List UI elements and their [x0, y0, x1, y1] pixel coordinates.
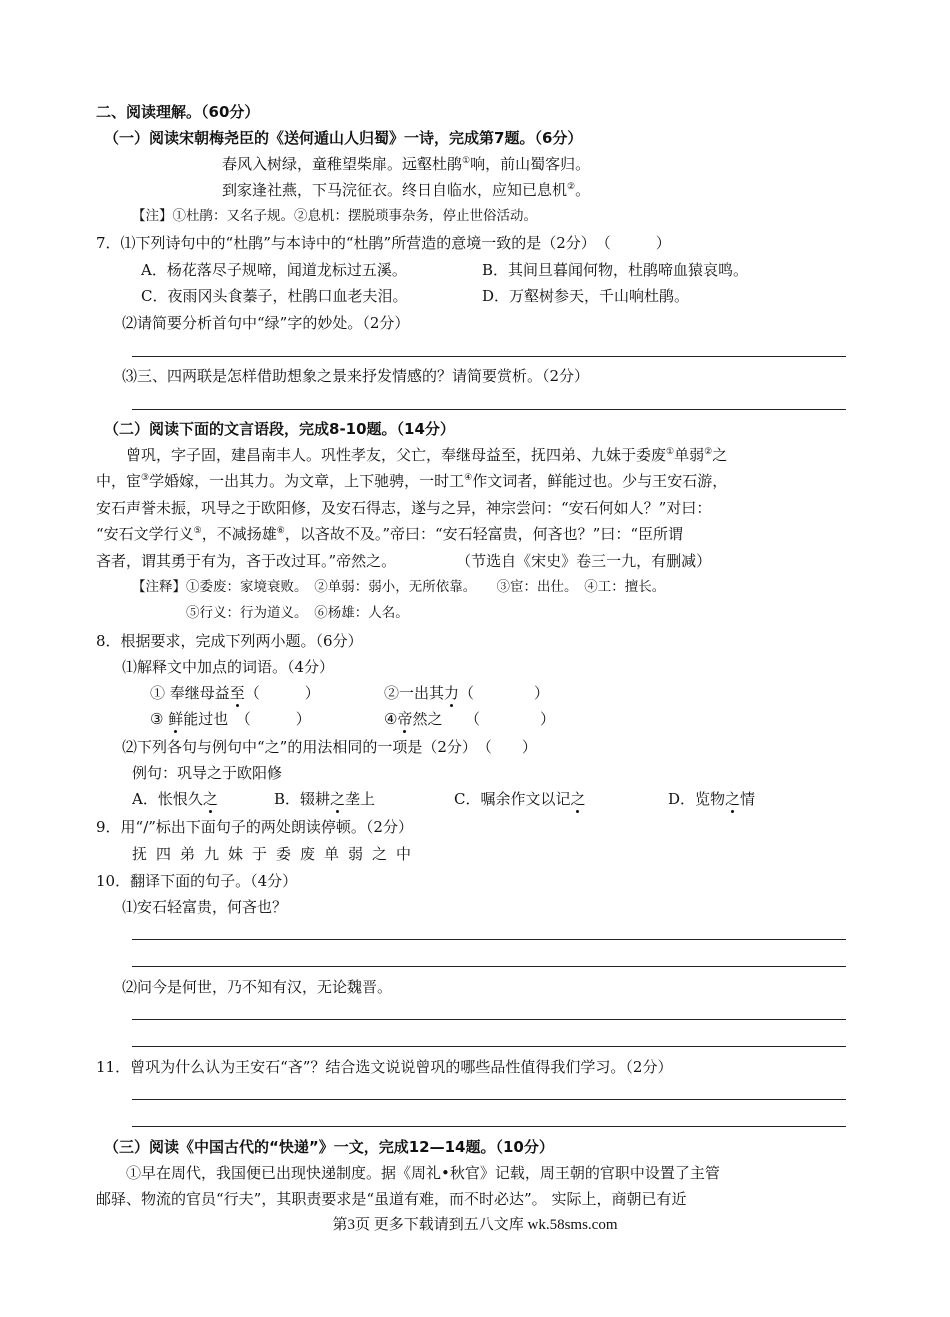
q8-option-b: B．辍耕之垄上 — [274, 790, 376, 808]
answer-line[interactable] — [132, 356, 846, 357]
q7-option-c: C．夜雨冈头食蓁子，杜鹃口血老夫泪。 — [141, 287, 408, 305]
answer-line[interactable] — [132, 1046, 846, 1047]
passage-note: ⑤行义：行为道义。 ⑥杨雄：人名。 — [186, 605, 409, 621]
part3-title: （三）阅读《中国古代的“快递”》一文，完成12—14题。（10分） — [104, 1138, 554, 1156]
q8-example: 例句：巩导之于欧阳修 — [132, 764, 283, 782]
page-footer: 第3页 更多下载请到五八文库 wk.58sms.com — [332, 1217, 618, 1233]
passage-line: ①早在周代，我国便已出现快递制度。据《周礼•秋官》记载，周王朝的官职中设置了主管 — [96, 1164, 720, 1182]
answer-line[interactable] — [132, 939, 846, 940]
answer-line[interactable] — [132, 1126, 846, 1127]
poem-line-2: 到家逢社燕，下马浣征衣。终日自临水，应知已息机②。 — [222, 181, 591, 199]
section-title: 二、阅读理解。（60分） — [96, 103, 260, 121]
part2-title: （二）阅读下面的文言语段，完成8-10题。（14分） — [104, 420, 455, 438]
q7-option-d: D．万壑树参天，千山响杜鹃。 — [482, 287, 690, 305]
q8-option-a: A．怅恨久之 — [132, 790, 218, 808]
q8-option-d: D．览物之情 — [668, 790, 756, 808]
q7-sub2: ⑵请简要分析首句中“绿”字的妙处。（2分） — [122, 314, 410, 332]
passage-line: 中，宦③学婚嫁，一出其力。为文章，上下驰骋，一时工④作文词者，鲜能过也。少与王安石游， — [96, 472, 728, 490]
q10-sub1: ⑴安石轻富贵，何吝也？ — [122, 898, 288, 916]
q9-stem: 9．用“/”标出下面句子的两处朗读停顿。（2分） — [96, 818, 413, 836]
q10-stem: 10．翻译下面的句子。（4分） — [96, 872, 298, 890]
q8-item-3: ③ 鲜能过也 （ ） — [150, 710, 311, 728]
answer-line[interactable] — [132, 409, 846, 410]
q8-sub1: ⑴解释文中加点的词语。（4分） — [122, 658, 335, 676]
q8-item-2: ②一出其力（ ） — [384, 684, 550, 702]
passage-line: 安石声誉未振，巩导之于欧阳修，及安石得志，遂与之异，神宗尝问：“安石何如人？”对曰： — [96, 499, 712, 517]
q7-sub3: ⑶三、四两联是怎样借助想象之景来抒发情感的？请简要赏析。（2分） — [122, 367, 590, 385]
q8-stem: 8．根据要求，完成下列两小题。（6分） — [96, 632, 363, 650]
q11-stem: 11．曾巩为什么认为王安石“吝”？结合选文说说曾巩的哪些品性值得我们学习。（2分） — [96, 1058, 673, 1076]
answer-line[interactable] — [132, 966, 846, 967]
q7-option-a: A．杨花落尽子规啼，闻道龙标过五溪。 — [141, 261, 407, 279]
q8-sub2: ⑵下列各句与例句中“之”的用法相同的一项是（2分） （ ） — [122, 738, 537, 756]
passage-line: 吝者，谓其勇于有为，吝于改过耳。”帝然之。 （节选自《宋史》卷三一九，有删减） — [96, 552, 712, 570]
q7-stem: 7．⑴下列诗句中的“杜鹃”与本诗中的“杜鹃”所营造的意境一致的是（2分） （ ） — [96, 234, 671, 252]
poem-note: 【注】①杜鹃：又名子规。②息机：摆脱琐事杂务，停止世俗活动。 — [132, 208, 537, 224]
answer-line[interactable] — [132, 1099, 846, 1100]
q8-option-c: C．嘱余作文以记之 — [454, 790, 586, 808]
q10-sub2: ⑵问今是何世，乃不知有汉，无论魏晋。 — [122, 978, 393, 996]
q7-option-b: B．其间旦暮闻何物，杜鹃啼血猿哀鸣。 — [482, 261, 749, 279]
passage-line: 邮驿、物流的官员“行夫”，其职责要求是“虽道有难，而不时必达”。 实际上，商朝已有近 — [96, 1190, 687, 1208]
passage-note: 【注释】①委废：家境衰败。 ②单弱：弱小，无所依靠。 ③宦：出仕。 ④工：擅长。 — [132, 579, 666, 595]
passage-line: 曾巩，字子固，建昌南丰人。巩性孝友，父亡，奉继母益至，抚四弟、九妹于委废①单弱②之 — [96, 446, 728, 464]
part1-title: （一）阅读宋朝梅尧臣的《送何遁山人归蜀》一诗，完成第7题。（6分） — [104, 129, 583, 147]
poem-line-1: 春风入树绿，童稚望柴扉。远壑杜鹃①响，前山蜀客归。 — [222, 155, 591, 173]
q8-item-4: ④帝然之 （ ） — [384, 710, 555, 728]
passage-line: “安石文学行义⑤，不减扬雄⑥，以吝故不及。”帝曰：“安石轻富贵，何吝也？”曰：“臣所谓 — [96, 525, 684, 543]
q9-sentence[interactable]: 抚四弟九妹于委废单弱之中 — [132, 845, 421, 863]
q8-item-1: ① 奉继母益至（ ） — [150, 684, 320, 702]
answer-line[interactable] — [132, 1019, 846, 1020]
